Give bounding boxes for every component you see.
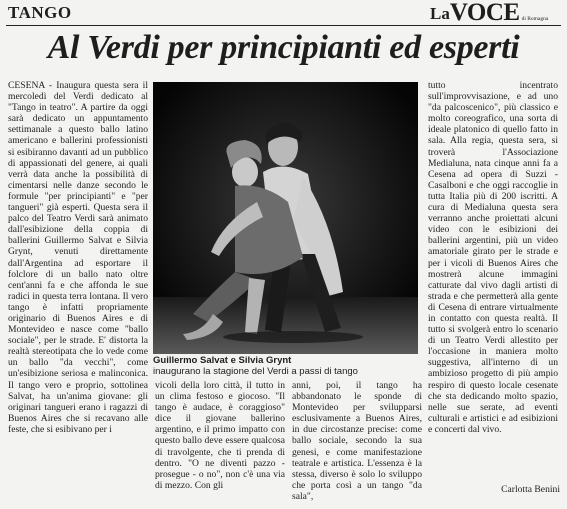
- top-rule: [6, 25, 561, 26]
- article-column-right: [428, 80, 558, 435]
- column-left-text: CESENA - Inaugura questa sera il mercoledì del Verdi dedicato al "Tango in teatro". A partire da oggi sarà dedicato un appuntamento settimanale a questo ballo latino americano e ballerini professionisti si esibiranno davanti ad un pubblico di appassionati del genere, ai quali verrà data anche la possibilità di cimentarsi nelle danze secondo le formule "per principianti" e "per tangueri" già esperti. Questa sera il palco del Teatro Verdi sarà animato dall'esibizione della coppia di ballerini Guillermo Salvat e Silvia Grynt, venuti direttamente dall'Argentina ad esportare il folclore di un ballo nato oltre cent'anni fa e che affonda le sue radici in questa terra lontana. Il vero tango è infatti propriamente originario di Buenos Aires e di Montevideo e nasce come "ballo sociale", per le strade. E' distorta la realtà stereotipata che lo vede come un ballo "da vecchi", come un'esibizione seriosa e malinconica. Il tango vero e proprio, sottolinea Salvat, ha un'anima giovane: gli originari tangueri erano i ragazzi di Buenos Aires che si recavano alle feste, che si esibivano per i: [8, 80, 148, 435]
- article-column-bottom-2: [292, 380, 422, 502]
- masthead-part3: di Romagna: [521, 16, 549, 22]
- dancers-photo: [153, 82, 418, 354]
- column-bottom-2-text: anni, poi, il tango ha abbandonato le sponde di Montevideo per svilupparsi esclusivamente a Buenos Aires, in due circostanze precise: come ballo sociale, secondo la sua genesi, e come manifestazione teatrale e artistica. L'essenza è la stessa, diverso è solo lo sviluppo che porta così a un tango "da sala",: [292, 380, 422, 502]
- photo-caption: [153, 355, 421, 377]
- dancers-photo-illustration: [153, 82, 418, 354]
- masthead-part1: La: [430, 4, 450, 23]
- headline: Al Verdi per principianti ed esperti: [47, 29, 520, 66]
- article-column-left: [8, 80, 148, 435]
- column-right-text: tutto incentrato sull'improvvisazione, e ad uno "da palcoscenico", più classico e molto coreografico, una sorta di ideale platonico di quello fatto in sala. Alla regia, questa sera, si troverà l'Associazione Medialuna, nata cinque anni fa a Cesena ad opera di Suzzi - Casalboni e che oggi raccoglie in tutta Italia più di 200 iscritti. A cura di Medialuna questa sera verranno anche proiettati alcuni video con le esibizioni dei ballerini argentini, più un video amatoriale girato per le strade e per i vicoli di Buenos Aires che mostrerà alcune immagini catturate dal vivo dagli artisti di strada e che permetterà alla gente di Cesena di entrare virtualmente in contatto con questa realtà. Il tutto si svolgerà entro lo scenario di un Teatro Verdi allestito per l'occasione in maniera molto suggestiva, all'interno di un ambizioso progetto di più ampio respiro di questo locale cesenate che sta dedicando molto spazio, nelle sue serate, ad eventi culturali e artistici e ad esibizioni e concerti dal vivo.: [428, 80, 558, 435]
- section-label: TANGO: [8, 3, 72, 22]
- masthead-logo: [430, 0, 562, 24]
- author-byline: Carlotta Benini: [501, 484, 560, 495]
- masthead-part2: VOCE: [449, 0, 520, 26]
- column-bottom-1-text: vicoli della loro città, il tutto in un clima festoso e giocoso. "Il tango è audace, è coraggioso" dice il giovane ballerino argentino, e il primo impatto con questo ballo deve essere qualcosa di travolgente, che ti prenda di dentro. "O ne diventi pazzo - prosegue - o no", non c'è una via di mezzo. Con gli: [155, 380, 285, 491]
- caption-line2: inaugurano la stagione del Verdi a passi di tango: [153, 366, 358, 377]
- article-column-bottom-1: [155, 380, 285, 491]
- caption-line1: Guillermo Salvat e Silvia Grynt: [153, 355, 292, 366]
